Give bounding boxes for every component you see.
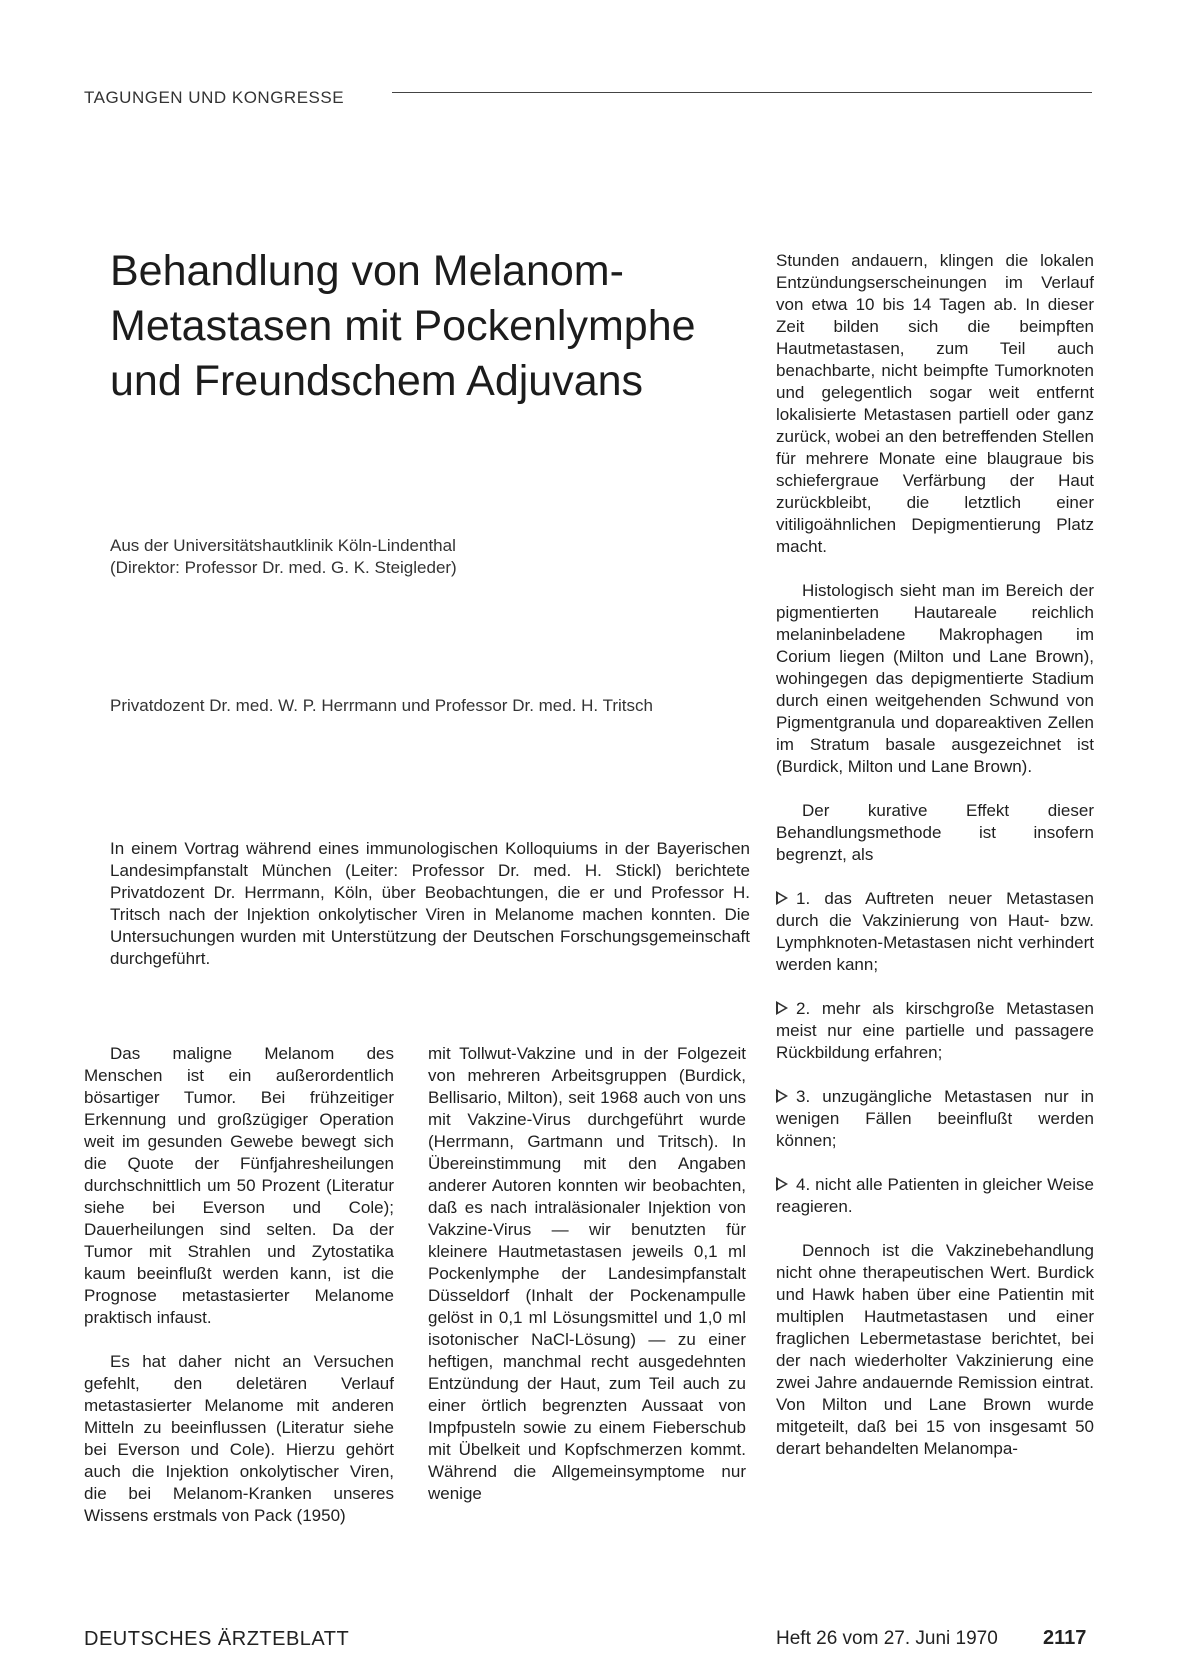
paragraph: Das maligne Melanom des Menschen ist ein außerordentlich bösartiger Tumor. Bei frühzeitiger Erkennung und großzügiger Operation weit im gesunden Gewebe bewegt sich die Quote der Fünfjahresheilungen durchschnittlich um 50 Prozent (Literatur siehe bei Everson und Cole); Dauerheilungen sind selten. Da der Tumor mit Strahlen und Zytostatika kaum beeinflußt werden kann, ist die Prognose metastasierter Melanome praktisch infaust.	[84, 1044, 394, 1327]
list-item-text: 4. nicht alle Patienten in gleicher Weise reagieren.	[776, 1175, 1094, 1216]
paragraph: Stunden andauern, klingen die lokalen Entzündungserscheinungen im Verlauf von etwa 10 bis 14 Tagen ab. In dieser Zeit bilden sich die beimpften Hautmetastasen, zum Teil auch benachbarte, nicht beimpfte Tumorknoten und gelegentlich sogar weit entfernt lokalisierte Metastasen partiell oder ganz zurück, wobei an den betreffenden Stellen für mehrere Monate eine blaugraue bis schiefergraue Verfärbung der Haut zurückbleibt, die letztlich einer vitiligoähnlichen Depigmentierung Platz macht.	[776, 251, 1094, 556]
affiliation-director: (Direktor: Professor Dr. med. G. K. Steigleder)	[110, 558, 457, 577]
list-item	[776, 1086, 1094, 1152]
paragraph: Der kurative Effekt dieser Behandlungsmethode ist insofern begrenzt, als	[776, 801, 1094, 864]
triangle-bullet-icon	[776, 1089, 788, 1103]
journal-name: DEUTSCHES ÄRZTEBLATT	[84, 1628, 350, 1650]
issue-info: Heft 26 vom 27. Juni 1970	[776, 1628, 998, 1649]
body-column-2	[428, 1043, 746, 1505]
section-heading: TAGUNGEN UND KONGRESSE	[84, 88, 345, 107]
article-title: Behandlung von Melanom-Metastasen mit Pockenlymphe und Freundschem Adjuvans	[110, 247, 696, 405]
affiliation	[110, 535, 750, 579]
list-item-text: 3. unzugängliche Metastasen nur in wenigen Fällen beeinflußt werden können;	[776, 1087, 1094, 1150]
authors: Privatdozent Dr. med. W. P. Herrmann und Professor Dr. med. H. Tritsch	[110, 696, 653, 715]
list-item-text: 1. das Auftreten neuer Metastasen durch die Vakzinierung von Haut- bzw. Lymphknoten-Metastasen nicht verhindert werden kann;	[776, 889, 1094, 974]
page-number: 2117	[1043, 1627, 1087, 1649]
body-column-3	[776, 250, 1094, 1460]
list-item	[776, 998, 1094, 1064]
triangle-bullet-icon	[776, 1001, 788, 1015]
paragraph: Es hat daher nicht an Versuchen gefehlt, den deletären Verlauf metastasierter Melanome mit anderen Mitteln zu beeinflussen (Literatur siehe bei Everson und Cole). Hierzu gehört auch die Injektion onkolytischer Viren, die bei Melanom-Kranken unseres Wissens erstmals von Pack (1950)	[84, 1352, 394, 1525]
body-column-1	[84, 1043, 394, 1527]
paragraph: Histologisch sieht man im Bereich der pigmentierten Hautareale reichlich melaninbeladene Makrophagen im Corium liegen (Milton und Lane Brown), wohingegen das depigmentierte Stadium durch einen weitgehenden Schwund von Pigmentgranula und dopareaktiven Zellen im Stratum basale ausgezeichnet ist (Burdick, Milton und Lane Brown).	[776, 581, 1094, 776]
header-rule	[392, 92, 1092, 93]
abstract: In einem Vortrag während eines immunologischen Kolloquiums in der Bayerischen Landesimpfanstalt München (Leiter: Professor Dr. med. H. Stickl) berichtete Privatdozent Dr. Herrmann, Köln, über Beobachtungen, die er und Professor H. Tritsch nach der Injektion onkolytischer Viren in Melanome machen konnten. Die Untersuchungen wurden mit Unterstützung der Deutschen Forschungsgemeinschaft durchgeführt.	[110, 839, 750, 968]
list-item	[776, 1174, 1094, 1218]
paragraph: Dennoch ist die Vakzinebehandlung nicht ohne therapeutischen Wert. Burdick und Hawk haben über eine Patientin mit multiplen Hautmetastasen und einer fraglichen Lebermetastase berichtet, bei der nach wiederholter Vakzinierung eine zwei Jahre andauernde Remission eintrat. Von Milton und Lane Brown wurde mitgeteilt, daß bei 15 von insgesamt 50 derart behandelten Melanompa-	[776, 1241, 1094, 1458]
list-item	[776, 888, 1094, 976]
list-item-text: 2. mehr als kirschgroße Metastasen meist nur eine partielle und passagere Rückbildung erfahren;	[776, 999, 1094, 1062]
affiliation-line: Aus der Universitätshautklinik Köln-Lindenthal	[110, 536, 456, 555]
triangle-bullet-icon	[776, 1177, 788, 1191]
paragraph: mit Tollwut-Vakzine und in der Folgezeit von mehreren Arbeitsgruppen (Burdick, Bellisario, Milton), seit 1968 auch von uns mit Vakzine-Virus durchgeführt wurde (Herrmann, Gartmann und Tritsch). In Übereinstimmung mit den Angaben anderer Autoren konnten wir beobachten, daß es nach intraläsionaler Injektion von Vakzine-Virus — wir benutzten für kleinere Hautmetastasen jeweils 0,1 ml Pockenlymphe der Landesimpfanstalt Düsseldorf (Inhalt der Pockenampulle gelöst in 0,1 ml Lösungsmittel und 1,0 ml isotonischer NaCl-Lösung) — zu einer heftigen, manchmal recht ausgedehnten Entzündung der Haut, zum Teil auch zu einer örtlich begrenzten Aussaat von Impfpusteln sowie zu einem Fieberschub mit Übelkeit und Kopfschmerzen kommt. Während die Allgemeinsymptome nur wenige	[428, 1044, 746, 1503]
triangle-bullet-icon	[776, 891, 788, 905]
